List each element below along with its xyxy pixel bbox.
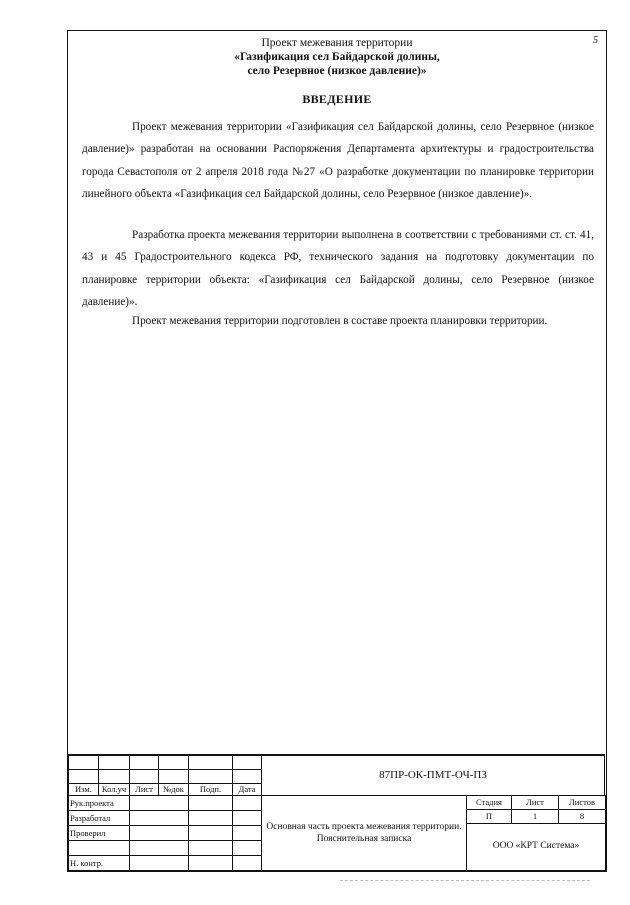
page-number: 5: [593, 35, 598, 46]
col-header-sheet: Лист: [130, 784, 159, 796]
col-header-docnum: №док: [159, 784, 189, 796]
sheets-value: 8: [559, 810, 606, 824]
col-header-count: Кол.уч: [99, 784, 130, 796]
col-header-change: Изм.: [69, 784, 99, 796]
section-title: ВВЕДЕНИЕ: [302, 92, 372, 106]
role-norm-control: Н. контр.: [69, 856, 130, 871]
document-frame: [67, 30, 607, 872]
header-line-1: Проект межевания территории: [261, 37, 413, 49]
description-table: [261, 795, 606, 871]
sheet-value: 1: [512, 810, 559, 824]
col-header-date: Дата: [233, 784, 262, 796]
role-project-lead: Рук.проекта: [69, 796, 130, 811]
paragraph-3: Проект межевания территории подготовлен в составе проекта планировки территории.: [132, 315, 548, 327]
organization-name: ООО «КРТ Система»: [467, 824, 606, 871]
document-header: [68, 36, 606, 78]
role-developer: Разработал: [69, 811, 130, 826]
document-code-table: [261, 755, 605, 796]
paragraph-1: Проект межевания территории «Газификация сел Байдарской долины, село Резервное (низкое давление)» разработан на основании Распоряжения Департамента архитектуры и градостроительства города Севастополя от 2 апреля 2018 года №27 «О разработке документации по планировке территории линейного объекта «Газификация сел Байдарской долины, село Резервное (низкое давление)».: [82, 121, 594, 201]
title-block: [68, 754, 605, 871]
document-description: Основная часть проекта межевания территории. Пояснительная записка: [262, 796, 467, 871]
revision-table: [68, 755, 262, 796]
role-checker: Проверил: [69, 826, 130, 841]
sheet-header: Лист: [512, 796, 559, 810]
roles-table: [68, 795, 262, 871]
scan-artifact-line: [340, 880, 590, 882]
role-empty: [69, 841, 130, 856]
col-header-signature: Подп.: [189, 784, 233, 796]
document-code: 87ПР-ОК-ПМТ-ОЧ-ПЗ: [262, 756, 605, 796]
header-line-3: село Резервное (низкое давление)»: [247, 65, 427, 77]
stage-value: П: [467, 810, 512, 824]
header-line-2: «Газификация сел Байдарской долины,: [234, 51, 440, 63]
paragraph-2: Разработка проекта межевания территории выполнена в соответствии с требованиями ст. ст. 41, 43 и 45 Градостроительного кодекса РФ, технического задания на подготовку документации по планировке территории объекта: «Газификация сел Байдарской долины, село Резервное (низкое давление)».: [82, 229, 594, 309]
stage-header: Стадия: [467, 796, 512, 810]
sheets-header: Листов: [559, 796, 606, 810]
